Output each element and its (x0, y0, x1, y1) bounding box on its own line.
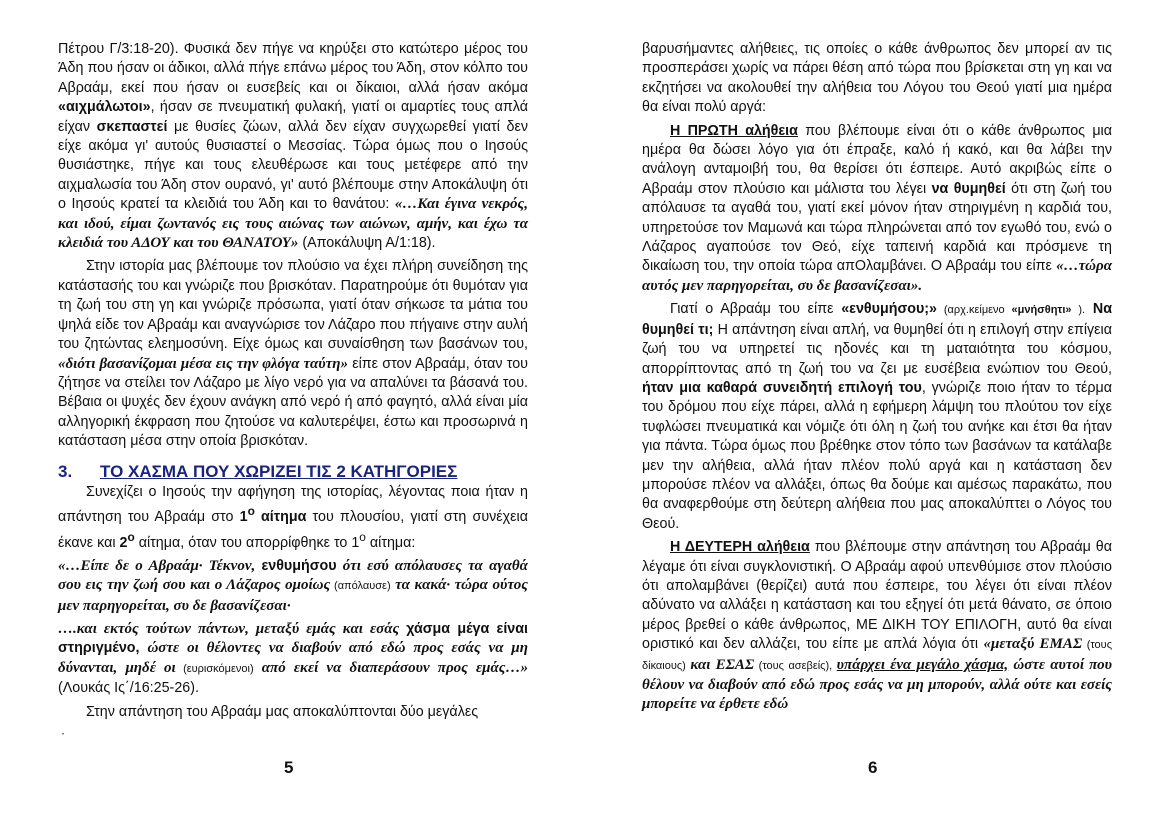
right-page (642, 40, 1112, 719)
section-number: 3. (58, 461, 73, 481)
margin-mark: • (62, 732, 65, 738)
scripture-quote-2: ….και εκτός τούτων πάντων, μεταξύ εμάς και εσάς χάσμα μέγα είναι στηριγμένο, ώστε οι θέλοντες να διαβούν από εδώ προς εσάς να μη δύνανται, μηδέ οι (ευρισκόμενοι) από εκεί να διαπεράσουν προς εμάς…» (Λουκάς Ις΄/16:25-26). (58, 620, 528, 697)
right-paragraph-3: Γιατί ο Αβραάμ του είπε «ενθυμήσου;» (αρχ.κείμενο «μνήσθητι» ). Να θυμηθεί τι; Η απάντηση είναι απλή, να θυμηθεί ότι η επιλογή στην επίγεια ζωή του να υπηρετεί τις ηδονές και τη ματαιότητα του κόσμου, απορρίπτοντας από τη ζωή του να ζει με ευσέβεια ενώπιον του Θεού, ήταν μια καθαρά συνειδητή επιλογή του, γνώριζε ποιο ήταν το τέρμα του δρόμου που είχε πάρει, αλλά η εφήμερη λάμψη του πλούτου τον είχε τυφλώσει πνευματικά και νόμιζε ότι όλη η ζωή του ανήκε και έτσι θα ήταν για πάντα. Τώρα όμως που βρέθηκε στον τόπο των βασάνων τα κατάλαβε μεν την αλήθεια, αλλά ήταν πλέον πολύ αργά και η κατάσταση δεν μπορούσε πλέον να αλλάξει, όπως θα δούμε και αμέσως παρακάτω, που θα αναφερθούμε στη δεύτερη αλήθεια που μας αποκαλύπτει ο Λόγος του Θεού. (642, 301, 1112, 532)
scripture-quote-1: «…Είπε δε ο Αβραάμ· Τέκνον, ενθυμήσου ότι εσύ απόλαυσες τα αγαθά σου εις την ζωή σου και ο Λάζαρος ομοίως (απόλαυσε) τα κακά· τώρα ούτος μεν παρηγορείται, συ δε βασανίζεσαι· (58, 557, 528, 614)
right-paragraph-1: βαρυσήμαντες αλήθειες, τις οποίες ο κάθε άνθρωπος δεν μπορεί αν τις προσπεράσει χωρίς να πάρει θέση από τώρα που βρίσκεται στη γη και να εκζητήσει να ακολουθεί την αλήθεια του Λόγου του Θεού γιατί μια ημέρα θα είναι πολύ αργά: (642, 41, 1112, 116)
section-heading (58, 462, 528, 481)
left-paragraph-3: Συνεχίζει ο Ιησούς την αφήγηση της ιστορίας, λέγοντας ποια ήταν η απάντηση του Αβραάμ στο $1^o$ αίτημα του πλουσίου, γιατί στη συνέχεια έκανε και $2^o$ αίτημα, όταν του απορρίφθηκε το $1^o$ αίτημα: (58, 483, 528, 551)
left-paragraph-4: Στην απάντηση του Αβραάμ μας αποκαλύπτονται δύο μεγάλες (86, 703, 479, 720)
page-number-left: 5 (284, 758, 294, 777)
left-paragraph-2: Στην ιστορία μας βλέπουμε τον πλούσιο να έχει πλήρη συνείδηση της κατάστασής του και γνώριζε που βρισκόταν. Παρατηρούμε ότι θυμόταν για τη ζωή του στη γη και γνώριζε πρόσωπα, γιατί όταν σήκωσε τα μάτια του ψηλά είδε τον Αβραάμ και αναγνώρισε τον Λάζαρο που πήγαινε στην αυλή του ζητώντας ελεημοσύνη. Είχε όμως και συναίσθηση των βασάνων του, «διότι βασανίζομαι μέσα εις την φλόγα ταύτη» είπε στον Αβραάμ, όταν του ζήτησε να στείλει τον Λάζαρο με λίγο νερό για να απαλύνει τα βάσανά του. Βέβαια οι ψυχές δεν έχουν ανάγκη από νερό ή από φαγητό, αλλά είναι μία αλληγορική έκφραση που ζητούσε να καλυτερέψει, έστω και προσωρινά η κατάσταση μέσα στην οποία βρισκόταν. (58, 258, 528, 450)
right-paragraph-2: Η ΠΡΩΤΗ αλήθεια που βλέπουμε είναι ότι ο κάθε άνθρωπος μια ημέρα θα δώσει λόγο για ότι έπραξε, καλό ή κακό, και θα λάβει την ανάλογη ανταμοιβή του, θα θερίσει ότι έσπειρε. Αυτό ακριβώς είπε ο Αβραάμ στον πλούσιο και μάλιστα του λέγει να θυμηθεί ότι στη ζωή του απόλαυσε τα αγαθά του, γιατί εκεί μόνον ήταν στηριγμένη η καρδιά του, υπηρετούσε τον Μαμωνά και τώρα πληρώνεται από τον εγωθό του, ενώ ο Λάζαρος αγαπούσε τον Θεό, είχε ταπεινή καρδιά και πρόσμενε τη δικαίωση του, την οποία τώρα απΟλαμβάνει. Ο Αβραάμ του είπε «…τώρα αυτός μεν παρηγορείται, συ δε βασανίζεσαι». (642, 122, 1112, 294)
second-truth-label: Η ΔΕΥΤΕΡΗ αλήθεια (670, 539, 810, 556)
page-number-right: 6 (868, 758, 878, 777)
left-paragraph-1: Πέτρου Γ/3:18-20). Φυσικά δεν πήγε να κηρύξει στο κατώτερο μέρος του Άδη που ήσαν οι άδικοι, αλλά πήγε επάνω μέρος του Άδη, στον κόλπο του Αβραάμ, εκεί που ήσαν οι ευσεβείς και οι δίκαιοι, αλλά ήσαν ακόμα «αιχμάλωτοι», ήσαν σε πνευματική φυλακή, γιατί οι αμαρτίες τους απλά είχαν σκεπαστεί με θυσίες ζώων, αλλά δεν είχαν συγχωρεθεί γιατί δεν είχε ακόμα γι' αυτούς θυσιαστεί ο Μεσσίας. Τώρα όμως που ο Ιησούς θυσιάστηκε, πήγε και τους ελευθέρωσε και τους μετέφερε από την αιχμαλωσία του Άδη στον ουρανό, γι' αυτό βλέπουμε στην Αποκάλυψη ότι ο Ιησούς κρατεί τα κλειδιά του Άδη και το θανάτου: «…Και έγινα νεκρός, και ιδού, είμαι ζωντανός εις τους αιώνας των αιώνων, αμήν, και έχω τα κλειδιά του ΑΔΟΥ και του ΘΑΝΑΤΟΥ» (Αποκάλυψη Α/1:18). (58, 41, 528, 252)
section-title: ΤΟ ΧΑΣΜΑ ΠΟΥ ΧΩΡΙΖΕΙ ΤΙΣ 2 ΚΑΤΗΓΟΡΙΕΣ (100, 461, 458, 481)
first-truth-label: Η ΠΡΩΤΗ αλήθεια (670, 122, 798, 139)
right-paragraph-4: Η ΔΕΥΤΕΡΗ αλήθεια που βλέπουμε στην απάντηση του Αβραάμ θα λέγαμε ότι είναι συγκλονιστική. Ο Αβραάμ αφού υπενθύμισε στον πλούσιο ότι απολαμβάνει (θερίζει) αυτά που έσπειρε, του λέγει ότι είναι πλέον αδύνατο να αλλάξει η κατάσταση και του εξηγεί ότι μετά θάνατο, σε όποιο μέρος βρεθεί ο κάθε άνθρωπος, ΜΕ ΔΙΚΗ ΤΟΥ ΕΠΙΛΟΓΗ, αυτό θα είναι οριστικό και δεν αλλάζει, του είπε με απλά λόγια ότι «μεταξύ ΕΜΑΣ (τους δίκαιους) και ΕΣΑΣ (τους ασεβείς), υπάρχει ένα μεγάλο χάσμα, ώστε αυτοί που θέλουν να διαβούν από εδώ προς εσάς να μη μπορούν, αλλά ούτε και εσείς μπορείτε να έρθετε εδώ (642, 539, 1113, 713)
left-page (58, 40, 528, 726)
